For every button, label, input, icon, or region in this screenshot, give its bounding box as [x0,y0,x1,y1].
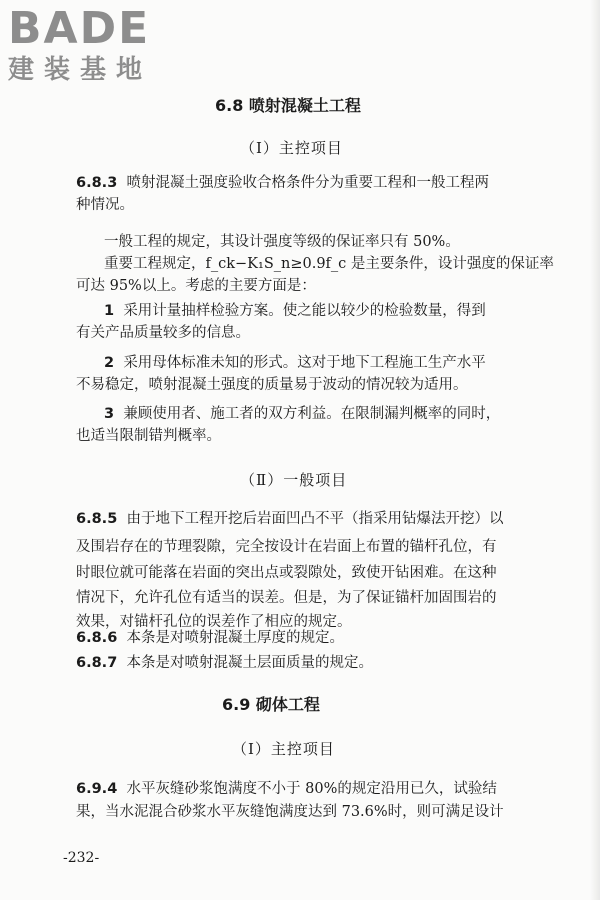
clause-number: 6.8.3 [76,175,118,191]
important-rule-line1: 重要工程规定，f_ck−K₁S_n≥0.9f_c 是主要条件，设计强度的保证率 [104,256,554,272]
logo-wordmark: BADE [8,3,151,54]
clause-6-8-5-line4: 情况下，允许孔位有适当的误差。但是，为了保证锚杆加固围岩的 [76,590,497,606]
important-rule-line2: 可达 95%以上。考虑的主要方面是： [76,278,316,294]
clause-text: 由于地下工程开挖后岩面凹凸不平（指采用钻爆法开挖）以 [126,511,504,527]
item-2-line2: 不易稳定，喷射混凝土强度的质量易于波动的情况较为适用。 [76,377,468,393]
clause-6-8-5-line1 [76,509,504,529]
item-3-line1 [104,404,500,424]
subsection-general-6-8: （Ⅱ）一般项目 [240,471,348,489]
clause-6-8-7 [76,653,373,673]
clause-text: 本条是对喷射混凝土层面质量的规定。 [126,655,374,671]
logo-subtitle: 建装基地 [8,55,153,85]
clause-6-8-5-line3: 时眼位就可能落在岩面的突出点或裂隙处，致使开钻困难。在这种 [76,565,497,581]
clause-text: 本条是对喷射混凝土厚度的规定。 [126,630,345,646]
item-text: 采用母体标准未知的形式。这对于地下工程施工生产水平 [123,355,486,371]
clause-text: 喷射混凝土强度验收合格条件分为重要工程和一般工程两 [126,175,490,191]
clause-6-9-4-line2: 果，当水泥混合砂浆水平灰缝饱满度达到 73.6%时，则可满足设计 [76,804,504,820]
item-text: 采用计量抽样检验方案。使之能以较少的检验数量，得到 [123,303,486,319]
clause-6-8-5-line2: 及围岩存在的节理裂隙，完全按设计在岩面上布置的锚杆孔位，有 [76,539,497,555]
site-logo [8,3,178,86]
clause-6-8-3-line1 [76,173,489,193]
general-rule: 一般工程的规定，其设计强度等级的保证率只有 50%。 [104,234,460,250]
section-title-6-8: 6.8 喷射混凝土工程 [215,96,361,115]
item-1-line1 [104,301,486,321]
clause-text: 水平灰缝砂浆饱满度不小于 80%的规定沿用已久，试验结 [126,781,497,797]
clause-number: 6.9.4 [76,781,118,797]
item-1-line2: 有关产品质量较多的信息。 [76,325,250,341]
subsection-main-control-6-9: （Ⅰ）主控项目 [232,740,335,758]
clause-6-8-6 [76,628,344,648]
item-number: 1 [104,303,115,319]
clause-number: 6.8.7 [76,655,118,671]
clause-6-9-4-line1 [76,779,497,799]
clause-6-8-3-line2: 种情况。 [76,197,134,213]
section-title-6-9: 6.9 砌体工程 [222,695,320,714]
page-gutter-shadow [590,0,600,900]
clause-number: 6.8.5 [76,511,118,527]
item-number: 2 [104,355,115,371]
page-number: -232- [63,850,100,866]
item-number: 3 [104,406,115,422]
item-3-line2: 也适当限制错判概率。 [76,428,221,444]
subsection-main-control-6-8: （Ⅰ）主控项目 [240,139,343,157]
clause-6-8-5-line5: 效果，对锚杆孔位的误差作了相应的规定。 [76,614,352,630]
clause-number: 6.8.6 [76,630,118,646]
item-text: 兼顾使用者、施工者的双方利益。在限制漏判概率的同时， [123,406,501,422]
item-2-line1 [104,353,486,373]
